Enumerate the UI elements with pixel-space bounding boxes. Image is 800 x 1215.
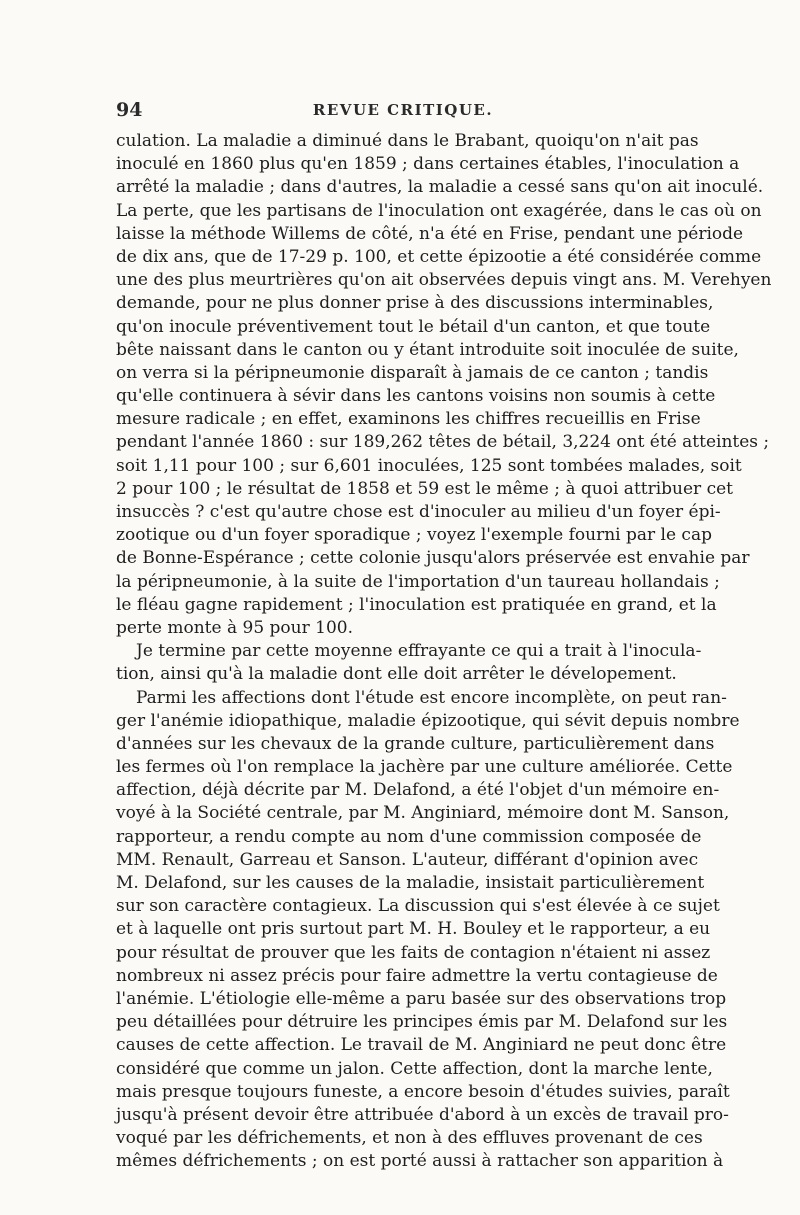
text-line: causes de cette affection. Le travail de M. Anginiard ne peut donc être <box>116 1035 727 1056</box>
text-line: perte monte à 95 pour 100. <box>116 617 353 638</box>
text-line: voqué par les défrichements, et non à des effluves provenant de ces <box>116 1128 703 1149</box>
text-line: mais presque toujours funeste, a encore besoin d'études suivies, paraît <box>116 1081 730 1102</box>
text-line: laisse la méthode Willems de côté, n'a été en Frise, pendant une période <box>116 223 744 244</box>
text-line: inoculé en 1860 plus qu'en 1859 ; dans certaines étables, l'inoculation a <box>116 154 740 175</box>
text-line: arrêté la maladie ; dans d'autres, la maladie a cessé sans qu'on ait inoculé. <box>116 177 764 198</box>
text-line: mesure radicale ; en effet, examinons les chiffres recueillis en Frise <box>116 409 701 430</box>
text-line: culation. La maladie a diminué dans le Brabant, quoiqu'on n'ait pas <box>116 131 699 151</box>
text-line: les fermes où l'on remplace la jachère par une culture améliorée. Cette <box>116 757 733 778</box>
text-line: voyé à la Société centrale, par M. Anginiard, mémoire dont M. Sanson, <box>116 803 730 824</box>
text-line: pour résultat de prouver que les faits de contagion n'étaient ni assez <box>116 942 711 963</box>
running-title: REVUE CRITIQUE. <box>312 101 494 119</box>
text-line: qu'on inocule préventivement tout le bétail d'un canton, et que toute <box>116 316 711 337</box>
text-line: Je termine par cette moyenne effrayante ce qui a trait à l'inocula- <box>136 641 702 662</box>
text-line: insuccès ? c'est qu'autre chose est d'inoculer au milieu d'un foyer épi- <box>116 502 721 522</box>
body-text <box>116 130 772 1173</box>
text-line: jusqu'à présent devoir être attribuée d'abord à un excès de travail pro- <box>116 1104 729 1125</box>
text-line: demande, pour ne plus donner prise à des discussions interminables, <box>116 293 714 314</box>
text-line: d'années sur les chevaux de la grande culture, particulièrement dans <box>116 733 715 754</box>
text-line: l'anémie. L'étiologie elle-même a paru basée sur des observations trop <box>116 988 727 1009</box>
text-line: la péripneumonie, à la suite de l'importation d'un taureau hollandais ; <box>116 571 720 592</box>
text-line: ger l'anémie idiopathique, maladie épizootique, qui sévit depuis nombre <box>116 710 740 731</box>
text-line: et à laquelle ont pris surtout part M. H. Bouley et le rapporteur, a eu <box>116 919 711 940</box>
text-line: affection, déjà décrite par M. Delafond, a été l'objet d'un mémoire en- <box>116 780 720 801</box>
text-line: mêmes défrichements ; on est porté aussi à rattacher son apparition à <box>116 1151 724 1172</box>
text-line: nombreux ni assez précis pour faire admettre la vertu contagieuse de <box>116 965 718 986</box>
text-line: tion, ainsi qu'à la maladie dont elle doit arrêter le dévelopement. <box>116 664 677 685</box>
text-line: MM. Renault, Garreau et Sanson. L'auteur, différant d'opinion avec <box>116 849 699 870</box>
text-line: une des plus meurtrières qu'on ait observées depuis vingt ans. M. Verehyen <box>116 270 772 291</box>
text-line: rapporteur, a rendu compte au nom d'une commission composée de <box>116 826 702 847</box>
page-number: 94 <box>116 99 143 121</box>
text-line: considéré que comme un jalon. Cette affection, dont la marche lente, <box>116 1058 713 1079</box>
text-line: bête naissant dans le canton ou y étant introduite soit inoculée de suite, <box>116 339 739 360</box>
text-line: soit 1,11 pour 100 ; sur 6,601 inoculées, 125 sont tombées malades, soit <box>116 455 742 476</box>
text-line: Parmi les affections dont l'étude est encore incomplète, on peut ran- <box>136 687 727 708</box>
page-header <box>116 95 690 123</box>
text-line: 2 pour 100 ; le résultat de 1858 et 59 est le même ; à quoi attribuer cet <box>116 478 734 499</box>
text-line: de dix ans, que de 17-29 p. 100, et cette épizootie a été considérée comme <box>116 246 762 267</box>
text-line: sur son caractère contagieux. La discussion qui s'est élevée à ce sujet <box>116 896 720 917</box>
text-line: peu détaillées pour détruire les principes émis par M. Delafond sur les <box>116 1012 728 1033</box>
text-line: M. Delafond, sur les causes de la maladie, insistait particulièrement <box>116 873 705 893</box>
text-line: de Bonne-Espérance ; cette colonie jusqu'alors préservée est envahie par <box>116 548 750 569</box>
text-line: le fléau gagne rapidement ; l'inoculation est pratiquée en grand, et la <box>116 594 717 615</box>
text-line: zootique ou d'un foyer sporadique ; voyez l'exemple fourni par le cap <box>116 525 712 546</box>
text-line: La perte, que les partisans de l'inoculation ont exagérée, dans le cas où on <box>116 200 762 221</box>
text-line: pendant l'année 1860 : sur 189,262 têtes de bétail, 3,224 ont été atteintes ; <box>116 432 770 453</box>
text-line: on verra si la péripneumonie disparaît à jamais de ce canton ; tandis <box>116 362 709 383</box>
text-line: qu'elle continuera à sévir dans les cantons voisins non soumis à cette <box>116 386 716 407</box>
